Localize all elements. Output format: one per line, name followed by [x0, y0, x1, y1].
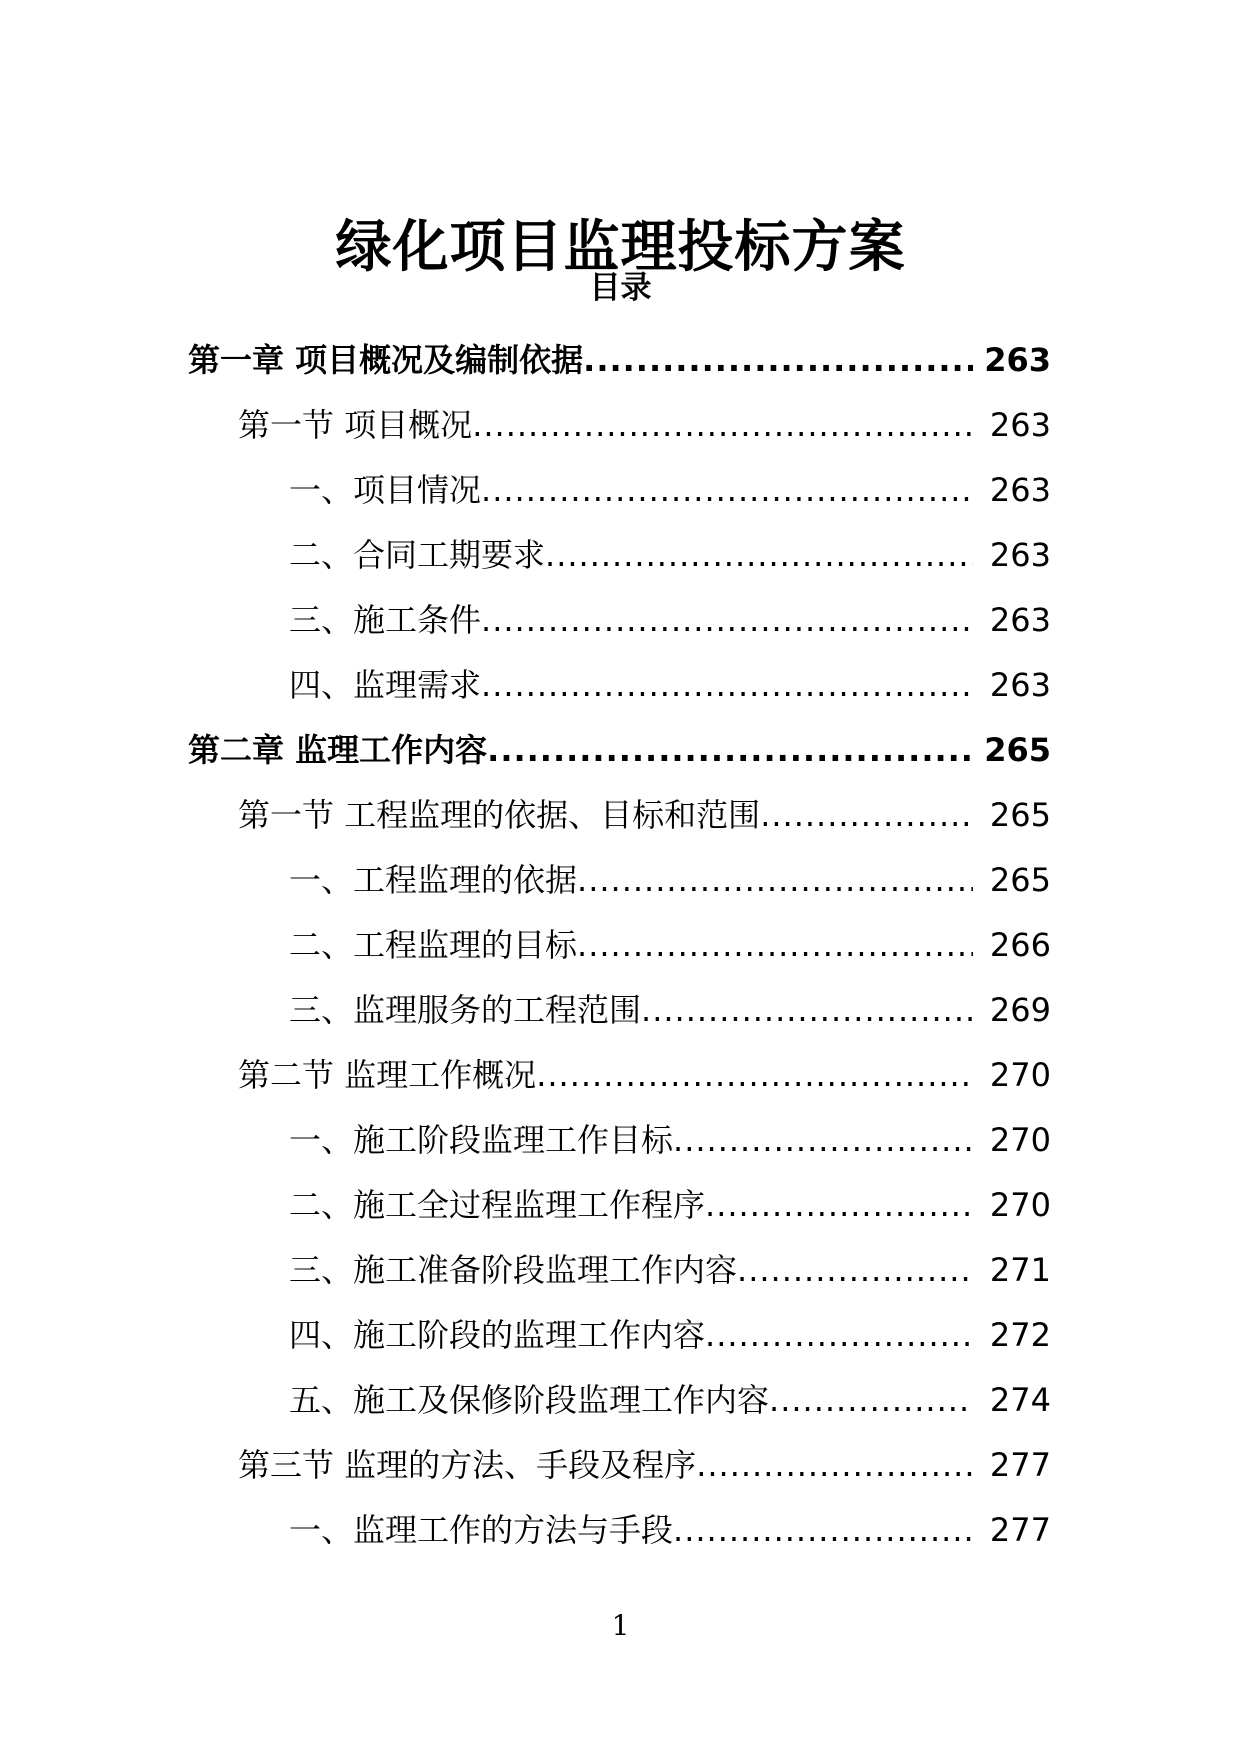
- toc-entry-text: 一、施工阶段监理工作目标: [289, 1120, 674, 1159]
- toc-entry-chapter[interactable]: [0, 327, 1241, 392]
- toc-entry-section[interactable]: [0, 1432, 1241, 1497]
- toc-entry-page: 265: [989, 795, 1051, 834]
- toc-entry-text: 四、施工阶段的监理工作内容: [289, 1315, 706, 1354]
- table-of-contents: [0, 327, 1241, 1562]
- toc-entry-subsection[interactable]: [0, 1107, 1241, 1172]
- toc-entry-subsection[interactable]: [0, 652, 1241, 717]
- page-number: 1: [611, 1609, 630, 1642]
- toc-entry-page: 263: [989, 665, 1051, 704]
- toc-entry-page: 270: [989, 1185, 1051, 1224]
- toc-leader-dots: [481, 665, 973, 705]
- toc-entry-text: 二、合同工期要求: [289, 535, 546, 574]
- toc-entry-page: 263: [989, 600, 1051, 639]
- toc-entry-text: 第三节 监理的方法、手段及程序: [238, 1445, 697, 1484]
- toc-entry-subsection[interactable]: [0, 1367, 1241, 1432]
- toc-leader-dots: [487, 730, 973, 770]
- toc-entry-subsection[interactable]: [0, 977, 1241, 1042]
- toc-entry-subsection[interactable]: [0, 587, 1241, 652]
- toc-entry-page: 277: [989, 1445, 1051, 1484]
- toc-entry-page: 263: [989, 470, 1051, 509]
- toc-entry-subsection[interactable]: [0, 457, 1241, 522]
- toc-entry-subsection[interactable]: [0, 1302, 1241, 1367]
- toc-leader-dots: [641, 990, 973, 1030]
- toc-entry-text: 一、项目情况: [289, 470, 482, 509]
- toc-leader-dots: [577, 925, 973, 965]
- toc-entry-subsection[interactable]: [0, 1237, 1241, 1302]
- toc-leader-dots: [696, 1445, 973, 1485]
- toc-leader-dots: [481, 600, 973, 640]
- toc-entry-page: 265: [984, 730, 1051, 769]
- toc-entry-text: 三、施工准备阶段监理工作内容: [289, 1250, 738, 1289]
- toc-entry-page: 277: [989, 1510, 1051, 1549]
- toc-leader-dots: [673, 1510, 973, 1550]
- toc-leader-dots: [737, 1250, 973, 1290]
- document-title: 绿化项目监理投标方案: [335, 214, 906, 280]
- toc-entry-text: 第一章 项目概况及编制依据: [188, 340, 584, 379]
- toc-entry-page: 263: [984, 340, 1051, 379]
- toc-entry-page: 274: [989, 1380, 1051, 1419]
- toc-entry-text: 一、监理工作的方法与手段: [289, 1510, 674, 1549]
- toc-entry-page: 269: [989, 990, 1051, 1029]
- toc-entry-text: 三、施工条件: [289, 600, 482, 639]
- toc-entry-text: 一、工程监理的依据: [289, 860, 578, 899]
- toc-leader-dots: [481, 470, 973, 510]
- toc-entry-page: 266: [989, 925, 1051, 964]
- toc-entry-subsection[interactable]: [0, 847, 1241, 912]
- toc-entry-text: 第一节 项目概况: [238, 405, 473, 444]
- toc-leader-dots: [545, 535, 973, 575]
- toc-entry-subsection[interactable]: [0, 522, 1241, 587]
- toc-leader-dots: [536, 1055, 973, 1095]
- toc-leader-dots: [577, 860, 973, 900]
- toc-entry-subsection[interactable]: [0, 1172, 1241, 1237]
- toc-entry-text: 第一节 工程监理的依据、目标和范围: [238, 795, 761, 834]
- toc-entry-page: 263: [989, 405, 1051, 444]
- toc-entry-text: 第二节 监理工作概况: [238, 1055, 537, 1094]
- toc-entry-page: 263: [989, 535, 1051, 574]
- toc-leader-dots: [769, 1380, 973, 1420]
- toc-entry-section[interactable]: [0, 392, 1241, 457]
- toc-leader-dots: [673, 1120, 973, 1160]
- toc-entry-section[interactable]: [0, 782, 1241, 847]
- toc-entry-page: 270: [989, 1120, 1051, 1159]
- toc-heading: 目录: [589, 270, 652, 306]
- toc-entry-page: 271: [989, 1250, 1051, 1289]
- toc-entry-page: 272: [989, 1315, 1051, 1354]
- toc-entry-page: 270: [989, 1055, 1051, 1094]
- toc-entry-text: 三、监理服务的工程范围: [289, 990, 642, 1029]
- toc-entry-section[interactable]: [0, 1042, 1241, 1107]
- toc-leader-dots: [472, 405, 973, 445]
- toc-entry-text: 二、工程监理的目标: [289, 925, 578, 964]
- toc-entry-text: 五、施工及保修阶段监理工作内容: [289, 1380, 770, 1419]
- toc-entry-text: 二、施工全过程监理工作程序: [289, 1185, 706, 1224]
- toc-leader-dots: [583, 340, 973, 380]
- toc-entry-text: 第二章 监理工作内容: [188, 730, 488, 769]
- toc-leader-dots: [705, 1185, 973, 1225]
- toc-leader-dots: [705, 1315, 973, 1355]
- toc-entry-chapter[interactable]: [0, 717, 1241, 782]
- toc-entry-page: 265: [989, 860, 1051, 899]
- toc-entry-text: 四、监理需求: [289, 665, 482, 704]
- toc-entry-subsection[interactable]: [0, 912, 1241, 977]
- toc-entry-subsection[interactable]: [0, 1497, 1241, 1562]
- toc-leader-dots: [760, 795, 973, 835]
